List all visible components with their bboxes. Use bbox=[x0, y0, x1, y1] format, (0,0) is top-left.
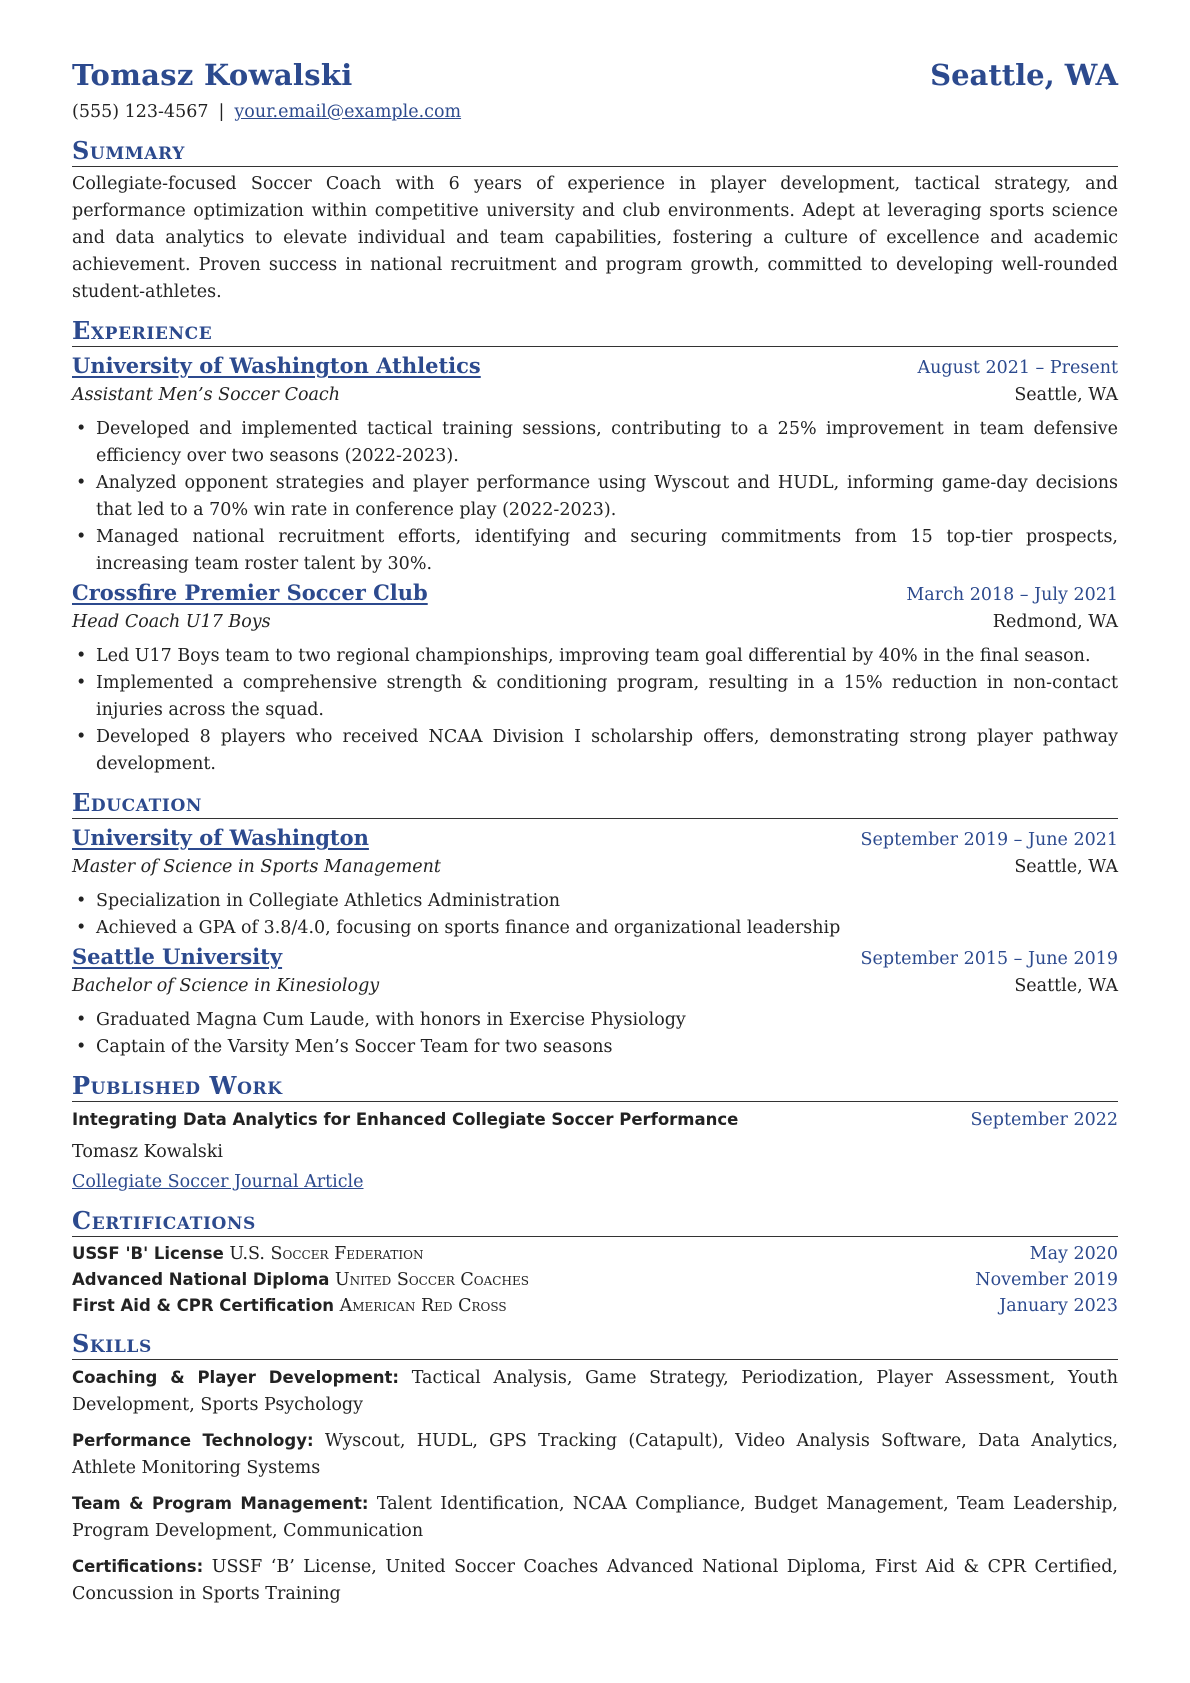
skill-group-text: USSF ‘B’ License, United Soccer Coaches Advanced National Diploma, First Aid & CPR Certified, Concussion in Sports Training bbox=[72, 1557, 1118, 1604]
entry-date: March 2018 – July 2021 bbox=[906, 585, 1118, 605]
section-title-certifications: Certifications bbox=[72, 1206, 1118, 1237]
skill-group-text: Talent Identification, NCAA Compliance, Budget Management, Team Leadership, Program Development, Communication bbox=[72, 1494, 1118, 1541]
entry-date: September 2019 – June 2021 bbox=[860, 830, 1118, 850]
summary-section bbox=[72, 171, 1118, 306]
bullet-item: • Specialization in Collegiate Athletics Administration bbox=[72, 888, 1118, 915]
section-title-summary: Summary bbox=[72, 136, 1118, 167]
skill-group-label: Coaching & Player Development: bbox=[72, 1368, 400, 1387]
certification-issuer: U.S. Soccer Federation bbox=[229, 1244, 424, 1264]
skill-group-text: Wyscout, HUDL, GPS Tracking (Catapult), Video Analysis Software, Data Analytics, Athlete Monitoring Systems bbox=[72, 1431, 1118, 1478]
section-title-experience: Experience bbox=[72, 316, 1118, 347]
contact-separator: | bbox=[218, 102, 225, 122]
job-role: Head Coach U17 Boys bbox=[72, 612, 271, 632]
bullet-list bbox=[72, 888, 1118, 942]
entry-location: Seattle, WA bbox=[1014, 385, 1118, 405]
school-link[interactable]: Seattle University bbox=[72, 944, 283, 969]
entry-date: August 2021 – Present bbox=[917, 358, 1118, 378]
certification-row bbox=[72, 1293, 1118, 1319]
certification-date: January 2023 bbox=[999, 1296, 1118, 1316]
bullet-item: • Managed national recruitment efforts, identifying and securing commitments from 15 top-tier prospects, increasing team roster talent by 30%. bbox=[72, 524, 1118, 578]
published-work-section bbox=[72, 1106, 1118, 1196]
candidate-name: Tomasz Kowalski bbox=[72, 58, 353, 92]
skill-group-label: Performance Technology: bbox=[72, 1431, 314, 1450]
section-title-published-work: Published Work bbox=[72, 1071, 1118, 1102]
certification-name: Advanced National Diploma bbox=[72, 1270, 330, 1289]
publication-author: Tomasz Kowalski bbox=[72, 1142, 223, 1162]
bullet-item: • Achieved a GPA of 3.8/4.0, focusing on sports finance and organizational leadership bbox=[72, 915, 1118, 942]
entry-location: Seattle, WA bbox=[1014, 857, 1118, 877]
header bbox=[72, 58, 1118, 92]
skill-group bbox=[72, 1553, 1118, 1608]
section-title-education: Education bbox=[72, 788, 1118, 819]
bullet-item: • Developed 8 players who received NCAA Division I scholarship offers, demonstrating strong player pathway development. bbox=[72, 724, 1118, 778]
bullet-list bbox=[72, 416, 1118, 578]
education-entry bbox=[72, 823, 1118, 942]
publication-date: September 2022 bbox=[970, 1110, 1118, 1130]
certification-name: USSF 'B' License bbox=[72, 1244, 224, 1263]
skill-group bbox=[72, 1490, 1118, 1545]
employer-link[interactable]: University of Washington Athletics bbox=[72, 353, 481, 378]
email-link[interactable]: your.email@example.com bbox=[234, 102, 462, 122]
publication-link[interactable]: Collegiate Soccer Journal Article bbox=[72, 1172, 364, 1192]
job-role: Assistant Men’s Soccer Coach bbox=[72, 385, 341, 405]
certification-issuer: United Soccer Coaches bbox=[334, 1270, 529, 1290]
education-entry bbox=[72, 942, 1118, 1061]
certification-date: May 2020 bbox=[1029, 1244, 1118, 1264]
bullet-item: • Led U17 Boys team to two regional championships, improving team goal differential by 40% in the final season. bbox=[72, 643, 1118, 670]
experience-entry bbox=[72, 351, 1118, 578]
bullet-item: • Analyzed opponent strategies and player performance using Wyscout and HUDL, informing game-day decisions that led to a 70% win rate in conference play (2022-2023). bbox=[72, 470, 1118, 524]
bullet-list bbox=[72, 1007, 1118, 1061]
contact-line bbox=[72, 99, 1118, 126]
bullet-list bbox=[72, 643, 1118, 778]
experience-entry bbox=[72, 578, 1118, 778]
experience-section bbox=[72, 351, 1118, 778]
entry-location: Seattle, WA bbox=[1014, 976, 1118, 996]
skill-group-label: Team & Program Management: bbox=[72, 1494, 369, 1513]
education-section bbox=[72, 823, 1118, 1061]
entry-date: September 2015 – June 2019 bbox=[860, 949, 1118, 969]
school-link[interactable]: University of Washington bbox=[72, 825, 369, 850]
skill-group-label: Certifications: bbox=[72, 1557, 204, 1576]
bullet-item: • Implemented a comprehensive strength & conditioning program, resulting in a 15% reduction in non-contact injuries across the squad. bbox=[72, 670, 1118, 724]
skill-group bbox=[72, 1364, 1118, 1419]
certification-date: November 2019 bbox=[975, 1270, 1118, 1290]
candidate-location: Seattle, WA bbox=[930, 58, 1118, 92]
bullet-item: • Graduated Magna Cum Laude, with honors in Exercise Physiology bbox=[72, 1007, 1118, 1034]
section-title-skills: Skills bbox=[72, 1329, 1118, 1360]
certification-row bbox=[72, 1241, 1118, 1267]
bullet-item: • Developed and implemented tactical training sessions, contributing to a 25% improvement in team defensive efficiency over two seasons (2022-2023). bbox=[72, 416, 1118, 470]
degree: Bachelor of Science in Kinesiology bbox=[72, 976, 380, 996]
certifications-section bbox=[72, 1241, 1118, 1319]
skills-section bbox=[72, 1364, 1118, 1608]
certification-row bbox=[72, 1267, 1118, 1293]
certification-issuer: American Red Cross bbox=[339, 1296, 507, 1316]
summary-text: Collegiate-focused Soccer Coach with 6 years of experience in player development, tactical strategy, and performance optimization within competitive university and club environments. Adept at leveraging sports science and data analytics to elevate individual and team capabilities, fostering a culture of excellence and academic achievement. Proven success in national recruitment and program growth, committed to developing well-rounded student-athletes. bbox=[72, 174, 1118, 302]
phone-number: (555) 123-4567 bbox=[72, 102, 209, 122]
skill-group bbox=[72, 1427, 1118, 1482]
skill-group-text: Tactical Analysis, Game Strategy, Periodization, Player Assessment, Youth Development, Sports Psychology bbox=[72, 1368, 1118, 1415]
certification-name: First Aid & CPR Certification bbox=[72, 1296, 335, 1315]
publication-title: Integrating Data Analytics for Enhanced Collegiate Soccer Performance bbox=[72, 1110, 739, 1129]
bullet-item: • Captain of the Varsity Men’s Soccer Team for two seasons bbox=[72, 1034, 1118, 1061]
employer-link[interactable]: Crossfire Premier Soccer Club bbox=[72, 580, 428, 605]
degree: Master of Science in Sports Management bbox=[72, 857, 441, 877]
entry-location: Redmond, WA bbox=[992, 612, 1118, 632]
